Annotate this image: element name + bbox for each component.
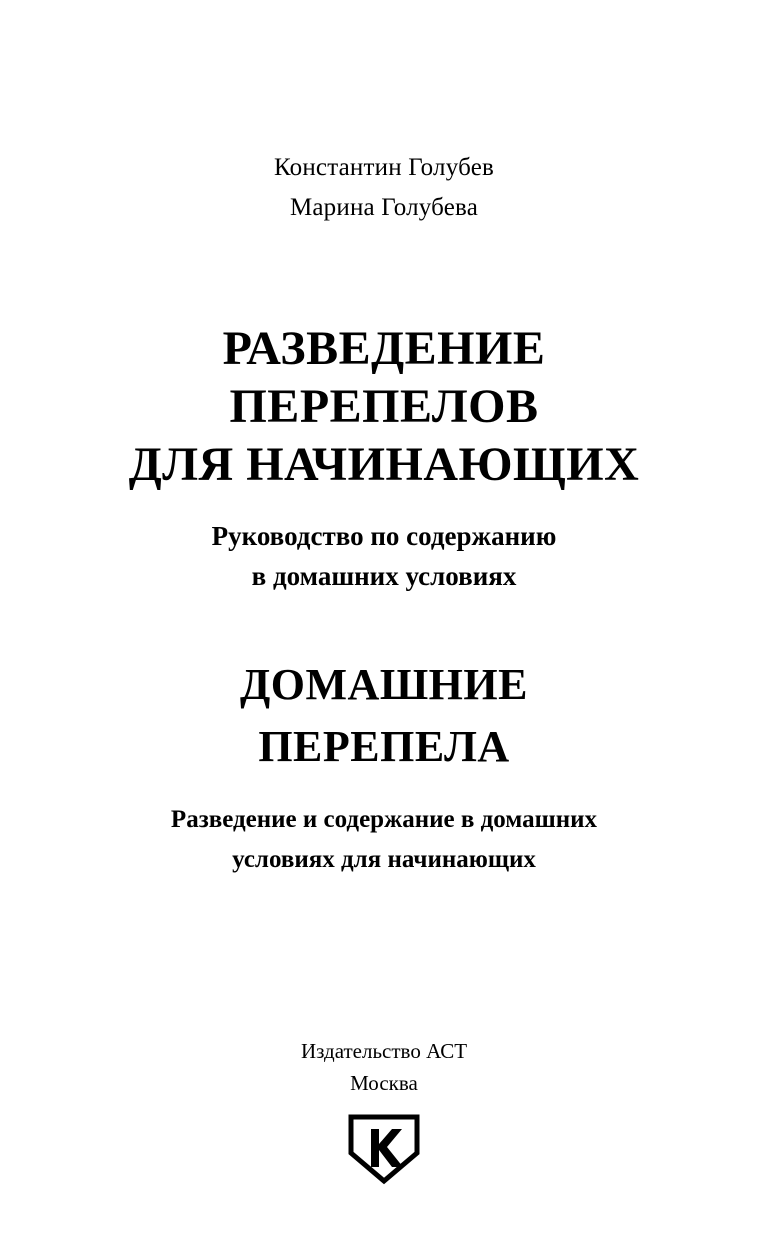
primary-title-block: [129, 320, 639, 494]
publisher-block: [301, 1035, 467, 1190]
page-title-line-1: РАЗВЕДЕНИЕ: [222, 322, 546, 375]
authors-block: [274, 148, 494, 228]
publisher-city: Москва: [350, 1071, 418, 1095]
secondary-subtitle-block: [171, 800, 597, 880]
secondary-title-block: [240, 654, 528, 778]
primary-subtitle-line-2: в домашних условиях: [251, 561, 517, 591]
publisher-name: Издательство АСТ: [300, 1039, 468, 1063]
secondary-title-line-1: ДОМАШНИЕ: [240, 660, 528, 709]
author-name-1: Константин Голубев: [273, 154, 494, 181]
secondary-subtitle-line-1: Разведение и содержание в домашних: [170, 806, 598, 833]
ast-publisher-logo-icon: [345, 1113, 423, 1185]
page-title-line-2: ПЕРЕПЕЛОВ: [229, 380, 539, 433]
author-name-2: Марина Голубева: [289, 194, 479, 221]
page-title-line-3: ДЛЯ НАЧИНАЮЩИХ: [128, 438, 640, 491]
primary-subtitle-block: [212, 516, 557, 596]
secondary-title-line-2: ПЕРЕПЕЛА: [258, 722, 510, 771]
primary-subtitle-line-1: Руководство по содержанию: [211, 521, 557, 551]
secondary-subtitle-line-2: условиях для начинающих: [232, 846, 536, 873]
